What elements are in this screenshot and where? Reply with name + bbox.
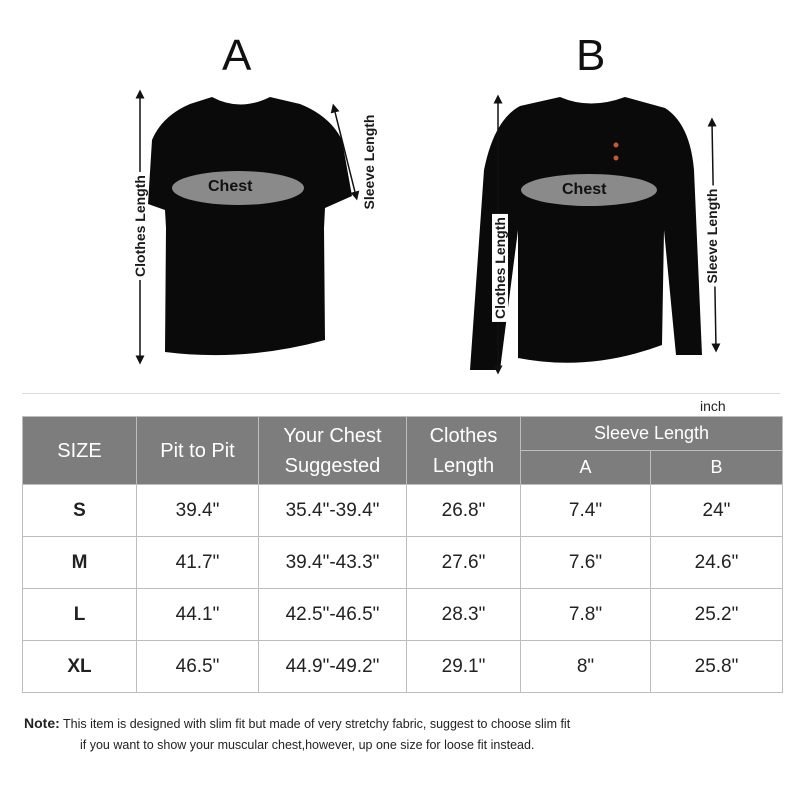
cell-pit: 44.1"	[137, 589, 259, 641]
chest-label-b: Chest	[562, 181, 607, 198]
header-sleeve-b: B	[651, 451, 783, 485]
note-line2: if you want to show your muscular chest,however, up one size for loose fit instead.	[80, 738, 535, 752]
cell-chest: 39.4"-43.3"	[259, 537, 407, 589]
table-row	[23, 641, 783, 693]
cell-sleeve-b: 25.8"	[651, 641, 783, 693]
fit-note	[24, 713, 784, 756]
button-top	[614, 143, 619, 148]
header-chest-suggested	[259, 417, 407, 485]
cell-length: 28.3"	[407, 589, 521, 641]
header-chest-line1: Your Chest	[283, 424, 382, 447]
header-length-line2: Length	[432, 454, 495, 477]
shirt-a-body	[148, 97, 352, 355]
figure-a-letter: A	[222, 31, 252, 80]
cell-size: M	[23, 537, 137, 589]
header-sleeve-a: A	[521, 451, 651, 485]
cell-pit: 39.4"	[137, 485, 259, 537]
header-clothes-length	[407, 417, 521, 485]
clothes-length-label-b: Clothes Length	[492, 214, 508, 322]
short-sleeve-shirt-illustration	[0, 0, 400, 390]
header-size: SIZE	[23, 417, 137, 485]
unit-label: inch	[700, 398, 726, 414]
cell-sleeve-b: 24.6"	[651, 537, 783, 589]
chest-label-a: Chest	[208, 178, 253, 195]
header-chest-line2: Suggested	[284, 454, 381, 477]
clothes-length-label-a: Clothes Length	[132, 172, 148, 280]
table-row	[23, 589, 783, 641]
cell-chest: 35.4"-39.4"	[259, 485, 407, 537]
cell-pit: 46.5"	[137, 641, 259, 693]
table-row	[23, 485, 783, 537]
header-pit-to-pit: Pit to Pit	[137, 417, 259, 485]
cell-length: 29.1"	[407, 641, 521, 693]
cell-length: 26.8"	[407, 485, 521, 537]
sleeve-length-label-b: Sleeve Length	[704, 186, 720, 287]
cell-sleeve-a: 7.6"	[521, 537, 651, 589]
cell-sleeve-a: 7.4"	[521, 485, 651, 537]
cell-sleeve-b: 24"	[651, 485, 783, 537]
cell-size: L	[23, 589, 137, 641]
note-line1: This item is designed with slim fit but made of very stretchy fabric, suggest to choose slim fit	[63, 717, 571, 731]
figure-b	[400, 0, 800, 390]
cell-sleeve-a: 8"	[521, 641, 651, 693]
header-length-line1: Clothes	[429, 424, 498, 447]
cell-sleeve-b: 25.2"	[651, 589, 783, 641]
sleeve-length-label-a: Sleeve Length	[361, 114, 377, 210]
table-row	[23, 537, 783, 589]
cell-size: XL	[23, 641, 137, 693]
note-label: Note:	[24, 715, 60, 731]
header-sleeve-length: Sleeve Length	[521, 417, 783, 451]
cell-sleeve-a: 7.8"	[521, 589, 651, 641]
table-top-divider	[22, 393, 780, 394]
cell-chest: 44.9"-49.2"	[259, 641, 407, 693]
button-bottom	[614, 156, 619, 161]
figure-a	[0, 0, 400, 390]
cell-size: S	[23, 485, 137, 537]
cell-pit: 41.7"	[137, 537, 259, 589]
figure-b-letter: B	[576, 31, 606, 80]
cell-length: 27.6"	[407, 537, 521, 589]
size-chart-table	[22, 416, 783, 693]
cell-chest: 42.5"-46.5"	[259, 589, 407, 641]
